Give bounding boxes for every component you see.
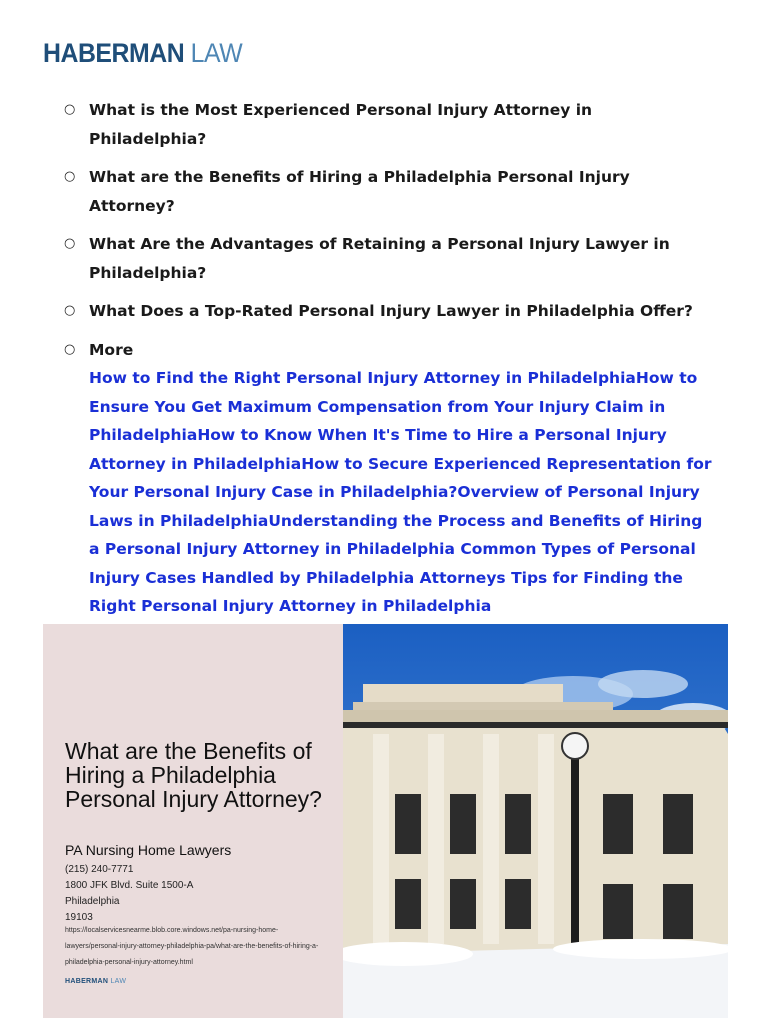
more-link[interactable]: Overview of Personal Injury Laws in Philadelphia <box>89 483 700 530</box>
courthouse-image <box>343 624 728 1018</box>
more-link[interactable]: Common Types of Personal Injury Cases Handled by Philadelphia Attorneys <box>89 540 696 587</box>
banner-zip: 19103 <box>65 912 93 923</box>
banner-city: Philadelphia <box>65 896 120 907</box>
nav-item-label[interactable]: What Does a Top-Rated Personal Injury Lawyer in Philadelphia Offer? <box>89 302 693 320</box>
banner-title: What are the Benefits of Hiring a Philadelphia Personal Injury Attorney? <box>65 738 322 812</box>
courthouse-photo <box>343 624 728 1018</box>
site-logo[interactable] <box>43 40 242 67</box>
banner-logo-bold: HABERMAN <box>65 978 109 985</box>
more-label[interactable]: More <box>89 340 134 359</box>
banner-contact-info <box>65 862 193 926</box>
nav-item-label[interactable]: What Are the Advantages of Retaining a Personal Injury Lawyer in Philadelphia? <box>89 235 670 282</box>
nav-item[interactable] <box>64 230 714 287</box>
nav-item[interactable] <box>64 297 714 326</box>
nav-item-label[interactable]: What are the Benefits of Hiring a Philadelphia Personal Injury Attorney? <box>89 168 630 215</box>
more-link[interactable]: How to Know When It's Time to Hire a Personal Injury Attorney in Philadelphia <box>89 426 667 473</box>
logo-light-text: LAW <box>184 38 243 68</box>
nav-item-label[interactable]: What is the Most Experienced Personal Injury Attorney in Philadelphia? <box>89 101 593 148</box>
main-nav <box>64 96 714 708</box>
nav-item[interactable] <box>64 96 714 153</box>
bullet-icon: ○ <box>64 236 76 251</box>
banner-url: https://localservicesnearme.blob.core.windows.net/pa-nursing-home-lawyers/personal-injury-attorney-philadelphia-pa/what-are-the-benefits-of-hiring-a-philadelphia-personal-injury-attorney.html <box>65 927 319 966</box>
banner-info-panel <box>43 624 343 1018</box>
banner-logo-light: LAW <box>108 978 127 985</box>
more-link[interactable]: How to Secure Experienced Representation for Your Personal Injury Case in Philadelphia? <box>89 454 712 501</box>
nav-item[interactable] <box>64 163 714 220</box>
more-link[interactable]: Tips for Finding the Right Personal Injury Attorney in Philadelphia <box>89 568 683 615</box>
hero-banner <box>43 624 728 1018</box>
banner-phone: (215) 240-7771 <box>65 864 134 875</box>
banner-subtitle: PA Nursing Home Lawyers <box>65 842 232 858</box>
bullet-icon: ○ <box>64 341 76 357</box>
logo-bold-text: HABERMAN <box>43 38 185 68</box>
bullet-icon: ○ <box>64 303 76 318</box>
nav-item-more[interactable] <box>64 336 714 621</box>
banner-address: 1800 JFK Blvd. Suite 1500-A <box>65 880 194 891</box>
more-link[interactable]: How to Find the Right Personal Injury Attorney in Philadelphia <box>89 369 636 387</box>
more-link[interactable]: Understanding the Process and Benefits of Hiring a Personal Injury Attorney in Philadelphia <box>89 511 703 558</box>
bullet-icon: ○ <box>64 169 76 184</box>
more-links <box>89 364 714 621</box>
more-link[interactable]: How to Ensure You Get Maximum Compensation from Your Injury Claim in Philadelphia <box>89 369 698 444</box>
banner-logo <box>65 978 126 985</box>
bullet-icon: ○ <box>64 102 76 117</box>
